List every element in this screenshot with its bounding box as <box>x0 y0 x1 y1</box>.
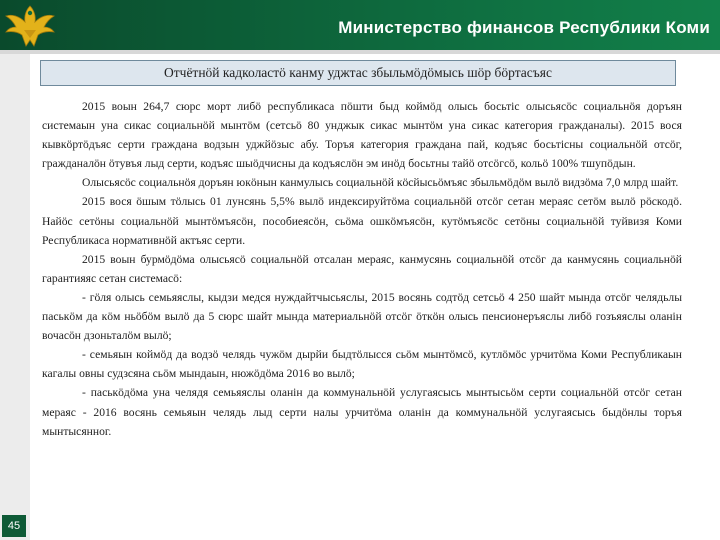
header-divider <box>0 50 720 54</box>
paragraph: - паськӧдӧма уна челядя семьяяслы оланін да коммунальнӧй услугаясысь мынтысьӧм серти социальнӧй отсӧг сетан мераяс - 2016 восянь семьяын челядь лыд серти налы урчитӧма оланін да коммунальнӧй услугаясысь быдӧнлы торъя мынтысянног. <box>42 386 682 438</box>
left-sidebar-strip <box>0 54 30 540</box>
body-text <box>42 97 682 441</box>
slide-subtitle: Отчётнӧй кадколастӧ канму уджтас збыльмӧдӧмысь шӧр бӧртасъяс <box>40 60 676 86</box>
paragraph: Олысьясӧс социальнӧя доръян юкӧнын канмулысь социальнӧй кӧсйысьӧмъяс збыльмӧдӧм вылӧ видзӧма 7,0 млрд шайт. <box>82 176 679 190</box>
header-bar <box>0 0 720 50</box>
paragraph: - семьяын коймӧд да водзӧ челядь чужӧм дырйи быдтӧлысся сьӧм мынтӧмсӧ, кутлӧмӧс урчитӧма Коми Республикаын кагалы овны судзсяна сьӧм мындаын, нюжӧдӧма 2016 во вылӧ; <box>42 348 682 381</box>
page-number-badge: 45 <box>2 515 26 537</box>
header-title: Министерство финансов Республики Коми <box>338 18 710 37</box>
coat-of-arms-logo <box>2 0 58 50</box>
paragraph: 2015 воын бурмӧдӧма олысьясӧ социальнӧй отсалан мераяс, канмусянь социальнӧй отсӧг да канмусянь социальнӧй гарантияяс сетан системасӧ: <box>42 252 682 285</box>
paragraph: 2015 вося ӧшым тӧлысь 01 лунсянь 5,5% вылӧ индексируйтӧма социальнӧй отсӧг сетан мераяс сетӧм вылӧ рӧскодӧ. Найӧс сетӧны социальнӧй мынтӧмъясӧн, пособиеясӧн, сьӧма ошкӧмъясӧн, кутӧмъясӧс сетӧны социальнӧй туйвизя Коми Республикаса нормативнӧй актъяс серти. <box>42 195 682 247</box>
paragraph: - гӧля олысь семьяяслы, кыдзи медся нуждайтчысьяслы, 2015 восянь содтӧд сетсьӧ 4 250 шайт мында отсӧг челядьлы паськӧм да кӧм ньӧбӧм вылӧ да 5 сюрс шайт мында материальнӧй отсӧг ӧткӧн олысь пенсионеръяслы либӧ гозъяяслы оланін вочасӧн дзоньталӧм вылӧ; <box>42 290 682 343</box>
paragraph: 2015 воын 264,7 сюрс морт либӧ республикаса пӧшти быд коймӧд олысь босьтіс олысьясӧс социальнӧя доръян системаын уна сикас социальнӧй мынтӧм (сетсьӧ 80 унджык сикас мынтӧм уна сикас категория гражданалы). 2015 вося кывкӧртӧдъяс серти граждана водзын уджйӧзыс абу. Торъя категория граждана пай, кодъяс босьтісны социальнӧй отсӧг, гражданалӧн ӧтувъя лыд серти, кодъяс шыӧдчисны да кодъяслӧн эм инӧд босьтны тайӧ отсӧгсӧ, кольӧ 100% тшупӧдын. <box>42 100 682 171</box>
